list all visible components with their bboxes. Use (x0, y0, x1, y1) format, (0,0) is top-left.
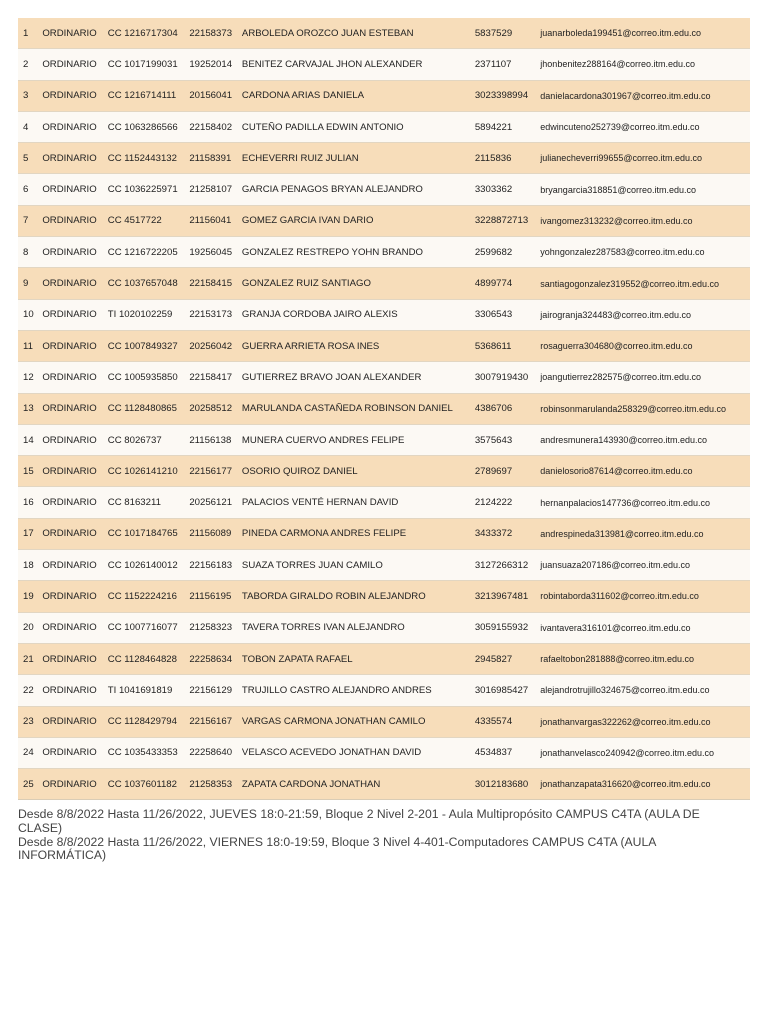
table-row (18, 49, 750, 80)
cell-enrollment-type: ORDINARIO (37, 330, 102, 361)
table-row (18, 143, 750, 174)
cell-phone: 3303362 (470, 174, 535, 205)
cell-email: ivantavera316101@correo.itm.edu.co (535, 612, 750, 643)
cell-email: edwincuteno252739@correo.itm.edu.co (535, 111, 750, 142)
cell-document-id: CC 1005935850 (103, 362, 185, 393)
cell-student-name: BENITEZ CARVAJAL JHON ALEXANDER (237, 49, 470, 80)
cell-student-code: 21156195 (184, 581, 237, 612)
cell-email: santiagogonzalez319552@correo.itm.edu.co (535, 268, 750, 299)
cell-enrollment-type: ORDINARIO (37, 550, 102, 581)
cell-email: joangutierrez282575@correo.itm.edu.co (535, 362, 750, 393)
cell-document-id: CC 8163211 (103, 487, 185, 518)
cell-phone: 3213967481 (470, 581, 535, 612)
cell-student-code: 21156041 (184, 205, 237, 236)
cell-enrollment-type: ORDINARIO (37, 299, 102, 330)
cell-enrollment-type: ORDINARIO (37, 18, 102, 49)
cell-student-name: GONZALEZ RUIZ SANTIAGO (237, 268, 470, 299)
table-row (18, 706, 750, 737)
cell-row-number: 16 (18, 487, 37, 518)
cell-phone: 3023398994 (470, 80, 535, 111)
cell-student-code: 22156129 (184, 675, 237, 706)
cell-row-number: 14 (18, 424, 37, 455)
cell-document-id: TI 1041691819 (103, 675, 185, 706)
student-roster-table (18, 18, 750, 800)
cell-phone: 2945827 (470, 643, 535, 674)
table-row (18, 456, 750, 487)
cell-row-number: 25 (18, 769, 37, 800)
cell-student-code: 22158415 (184, 268, 237, 299)
cell-student-name: GRANJA CORDOBA JAIRO ALEXIS (237, 299, 470, 330)
cell-student-name: PINEDA CARMONA ANDRES FELIPE (237, 518, 470, 549)
cell-document-id: CC 1063286566 (103, 111, 185, 142)
cell-student-code: 22258634 (184, 643, 237, 674)
cell-phone: 3575643 (470, 424, 535, 455)
cell-student-code: 22158402 (184, 111, 237, 142)
cell-email: jhonbenitez288164@correo.itm.edu.co (535, 49, 750, 80)
cell-phone: 4899774 (470, 268, 535, 299)
cell-enrollment-type: ORDINARIO (37, 268, 102, 299)
cell-student-name: GONZALEZ RESTREPO YOHN BRANDO (237, 237, 470, 268)
cell-student-code: 22156167 (184, 706, 237, 737)
cell-email: andrespineda313981@correo.itm.edu.co (535, 518, 750, 549)
table-row (18, 581, 750, 612)
cell-student-name: TAVERA TORRES IVAN ALEJANDRO (237, 612, 470, 643)
cell-student-code: 19252014 (184, 49, 237, 80)
cell-enrollment-type: ORDINARIO (37, 424, 102, 455)
cell-row-number: 12 (18, 362, 37, 393)
cell-email: julianecheverri99655@correo.itm.edu.co (535, 143, 750, 174)
cell-enrollment-type: ORDINARIO (37, 706, 102, 737)
cell-enrollment-type: ORDINARIO (37, 675, 102, 706)
cell-document-id: CC 1026141210 (103, 456, 185, 487)
cell-row-number: 21 (18, 643, 37, 674)
cell-enrollment-type: ORDINARIO (37, 174, 102, 205)
table-row (18, 424, 750, 455)
cell-enrollment-type: ORDINARIO (37, 80, 102, 111)
table-row (18, 612, 750, 643)
table-row (18, 237, 750, 268)
cell-document-id: CC 1216714111 (103, 80, 185, 111)
cell-phone: 3059155932 (470, 612, 535, 643)
cell-row-number: 9 (18, 268, 37, 299)
cell-student-name: OSORIO QUIROZ DANIEL (237, 456, 470, 487)
cell-phone: 4534837 (470, 737, 535, 768)
cell-row-number: 20 (18, 612, 37, 643)
cell-email: robintaborda311602@correo.itm.edu.co (535, 581, 750, 612)
cell-phone: 3127266312 (470, 550, 535, 581)
cell-document-id: CC 1007849327 (103, 330, 185, 361)
cell-student-code: 21158391 (184, 143, 237, 174)
cell-row-number: 19 (18, 581, 37, 612)
cell-row-number: 22 (18, 675, 37, 706)
schedule-line-thursday: Desde 8/8/2022 Hasta 11/26/2022, JUEVES 18:0-21:59, Bloque 2 Nivel 2-201 - Aula Multipropósito CAMPUS C4TA (AULA DE CLASE) (18, 807, 700, 835)
cell-email: rafaeltobon281888@correo.itm.edu.co (535, 643, 750, 674)
cell-student-code: 20256121 (184, 487, 237, 518)
table-row (18, 737, 750, 768)
table-row (18, 362, 750, 393)
table-row (18, 393, 750, 424)
cell-email: yohngonzalez287583@correo.itm.edu.co (535, 237, 750, 268)
cell-enrollment-type: ORDINARIO (37, 518, 102, 549)
cell-row-number: 15 (18, 456, 37, 487)
cell-email: robinsonmarulanda258329@correo.itm.edu.co (535, 393, 750, 424)
cell-row-number: 24 (18, 737, 37, 768)
cell-student-name: TRUJILLO CASTRO ALEJANDRO ANDRES (237, 675, 470, 706)
table-row (18, 643, 750, 674)
cell-document-id: CC 1026140012 (103, 550, 185, 581)
table-row (18, 80, 750, 111)
cell-enrollment-type: ORDINARIO (37, 237, 102, 268)
table-row (18, 205, 750, 236)
cell-email: jairogranja324483@correo.itm.edu.co (535, 299, 750, 330)
cell-phone: 3007919430 (470, 362, 535, 393)
table-row (18, 299, 750, 330)
table-row (18, 487, 750, 518)
cell-document-id: CC 1007716077 (103, 612, 185, 643)
cell-email: ivangomez313232@correo.itm.edu.co (535, 205, 750, 236)
table-row (18, 18, 750, 49)
cell-student-code: 22158373 (184, 18, 237, 49)
cell-student-code: 22156177 (184, 456, 237, 487)
cell-email: juanarboleda199451@correo.itm.edu.co (535, 18, 750, 49)
cell-email: andresmunera143930@correo.itm.edu.co (535, 424, 750, 455)
cell-student-name: MUNERA CUERVO ANDRES FELIPE (237, 424, 470, 455)
cell-row-number: 23 (18, 706, 37, 737)
cell-student-name: GUERRA ARRIETA ROSA INES (237, 330, 470, 361)
cell-email: juansuaza207186@correo.itm.edu.co (535, 550, 750, 581)
cell-phone: 4335574 (470, 706, 535, 737)
cell-enrollment-type: ORDINARIO (37, 49, 102, 80)
table-row (18, 518, 750, 549)
cell-document-id: CC 1036225971 (103, 174, 185, 205)
cell-email: jonathanzapata316620@correo.itm.edu.co (535, 769, 750, 800)
cell-row-number: 6 (18, 174, 37, 205)
cell-student-name: VARGAS CARMONA JONATHAN CAMILO (237, 706, 470, 737)
cell-enrollment-type: ORDINARIO (37, 612, 102, 643)
cell-row-number: 5 (18, 143, 37, 174)
cell-row-number: 17 (18, 518, 37, 549)
cell-document-id: CC 1037601182 (103, 769, 185, 800)
cell-enrollment-type: ORDINARIO (37, 143, 102, 174)
cell-document-id: CC 1035433353 (103, 737, 185, 768)
cell-document-id: CC 1216722205 (103, 237, 185, 268)
cell-row-number: 2 (18, 49, 37, 80)
cell-email: rosaguerra304680@correo.itm.edu.co (535, 330, 750, 361)
table-row (18, 174, 750, 205)
cell-document-id: CC 8026737 (103, 424, 185, 455)
cell-phone: 5837529 (470, 18, 535, 49)
cell-row-number: 1 (18, 18, 37, 49)
cell-phone: 2371107 (470, 49, 535, 80)
cell-row-number: 13 (18, 393, 37, 424)
cell-student-code: 22156183 (184, 550, 237, 581)
cell-student-name: TABORDA GIRALDO ROBIN ALEJANDRO (237, 581, 470, 612)
cell-document-id: CC 1037657048 (103, 268, 185, 299)
cell-student-code: 21258323 (184, 612, 237, 643)
cell-student-name: ZAPATA CARDONA JONATHAN (237, 769, 470, 800)
table-row (18, 111, 750, 142)
cell-phone: 3012183680 (470, 769, 535, 800)
cell-row-number: 18 (18, 550, 37, 581)
cell-row-number: 3 (18, 80, 37, 111)
cell-student-code: 19256045 (184, 237, 237, 268)
cell-phone: 2599682 (470, 237, 535, 268)
cell-email: danielacardona301967@correo.itm.edu.co (535, 80, 750, 111)
cell-student-name: CUTEÑO PADILLA EDWIN ANTONIO (237, 111, 470, 142)
cell-row-number: 10 (18, 299, 37, 330)
cell-document-id: CC 4517722 (103, 205, 185, 236)
cell-student-name: PALACIOS VENTÉ HERNAN DAVID (237, 487, 470, 518)
cell-phone: 5368611 (470, 330, 535, 361)
cell-student-code: 22258640 (184, 737, 237, 768)
cell-email: jonathanvelasco240942@correo.itm.edu.co (535, 737, 750, 768)
cell-email: bryangarcia318851@correo.itm.edu.co (535, 174, 750, 205)
cell-phone: 2789697 (470, 456, 535, 487)
cell-enrollment-type: ORDINARIO (37, 737, 102, 768)
cell-document-id: CC 1152443132 (103, 143, 185, 174)
cell-row-number: 4 (18, 111, 37, 142)
cell-row-number: 8 (18, 237, 37, 268)
table-row (18, 675, 750, 706)
cell-student-name: GOMEZ GARCIA IVAN DARIO (237, 205, 470, 236)
cell-row-number: 11 (18, 330, 37, 361)
table-row (18, 268, 750, 299)
cell-document-id: CC 1152224216 (103, 581, 185, 612)
cell-phone: 3433372 (470, 518, 535, 549)
cell-row-number: 7 (18, 205, 37, 236)
cell-email: jonathanvargas322262@correo.itm.edu.co (535, 706, 750, 737)
cell-phone: 4386706 (470, 393, 535, 424)
cell-enrollment-type: ORDINARIO (37, 111, 102, 142)
cell-enrollment-type: ORDINARIO (37, 769, 102, 800)
cell-student-name: MARULANDA CASTAÑEDA ROBINSON DANIEL (237, 393, 470, 424)
cell-email: hernanpalacios147736@correo.itm.edu.co (535, 487, 750, 518)
table-row (18, 550, 750, 581)
cell-enrollment-type: ORDINARIO (37, 487, 102, 518)
cell-email: alejandrotrujillo324675@correo.itm.edu.co (535, 675, 750, 706)
cell-enrollment-type: ORDINARIO (37, 456, 102, 487)
roster-body (18, 18, 750, 800)
cell-student-name: CARDONA ARIAS DANIELA (237, 80, 470, 111)
cell-student-name: ECHEVERRI RUIZ JULIAN (237, 143, 470, 174)
cell-phone: 3228872713 (470, 205, 535, 236)
cell-phone: 2115836 (470, 143, 535, 174)
cell-student-code: 20156041 (184, 80, 237, 111)
cell-email: danielosorio87614@correo.itm.edu.co (535, 456, 750, 487)
cell-student-name: VELASCO ACEVEDO JONATHAN DAVID (237, 737, 470, 768)
cell-student-code: 21156089 (184, 518, 237, 549)
cell-student-code: 22153173 (184, 299, 237, 330)
cell-student-code: 21258353 (184, 769, 237, 800)
cell-document-id: CC 1128464828 (103, 643, 185, 674)
cell-document-id: CC 1128480865 (103, 393, 185, 424)
cell-document-id: CC 1017199031 (103, 49, 185, 80)
table-row (18, 330, 750, 361)
cell-document-id: TI 1020102259 (103, 299, 185, 330)
cell-document-id: CC 1216717304 (103, 18, 185, 49)
table-row (18, 769, 750, 800)
cell-student-code: 21156138 (184, 424, 237, 455)
cell-student-name: TOBON ZAPATA RAFAEL (237, 643, 470, 674)
cell-phone: 3016985427 (470, 675, 535, 706)
cell-document-id: CC 1017184765 (103, 518, 185, 549)
cell-enrollment-type: ORDINARIO (37, 362, 102, 393)
cell-enrollment-type: ORDINARIO (37, 581, 102, 612)
cell-student-code: 21258107 (184, 174, 237, 205)
cell-enrollment-type: ORDINARIO (37, 393, 102, 424)
cell-enrollment-type: ORDINARIO (37, 205, 102, 236)
cell-student-name: ARBOLEDA OROZCO JUAN ESTEBAN (237, 18, 470, 49)
cell-student-code: 20258512 (184, 393, 237, 424)
cell-document-id: CC 1128429794 (103, 706, 185, 737)
cell-enrollment-type: ORDINARIO (37, 643, 102, 674)
schedule-notes (18, 808, 738, 863)
cell-phone: 5894221 (470, 111, 535, 142)
cell-student-code: 20256042 (184, 330, 237, 361)
schedule-line-friday: Desde 8/8/2022 Hasta 11/26/2022, VIERNES 18:0-19:59, Bloque 3 Nivel 4-401-Computadores CAMPUS C4TA (AULA INFORMÁTICA) (18, 834, 656, 863)
cell-student-name: GUTIERREZ BRAVO JOAN ALEXANDER (237, 362, 470, 393)
cell-student-code: 22158417 (184, 362, 237, 393)
cell-phone: 2124222 (470, 487, 535, 518)
cell-student-name: GARCIA PENAGOS BRYAN ALEJANDRO (237, 174, 470, 205)
cell-phone: 3306543 (470, 299, 535, 330)
cell-student-name: SUAZA TORRES JUAN CAMILO (237, 550, 470, 581)
